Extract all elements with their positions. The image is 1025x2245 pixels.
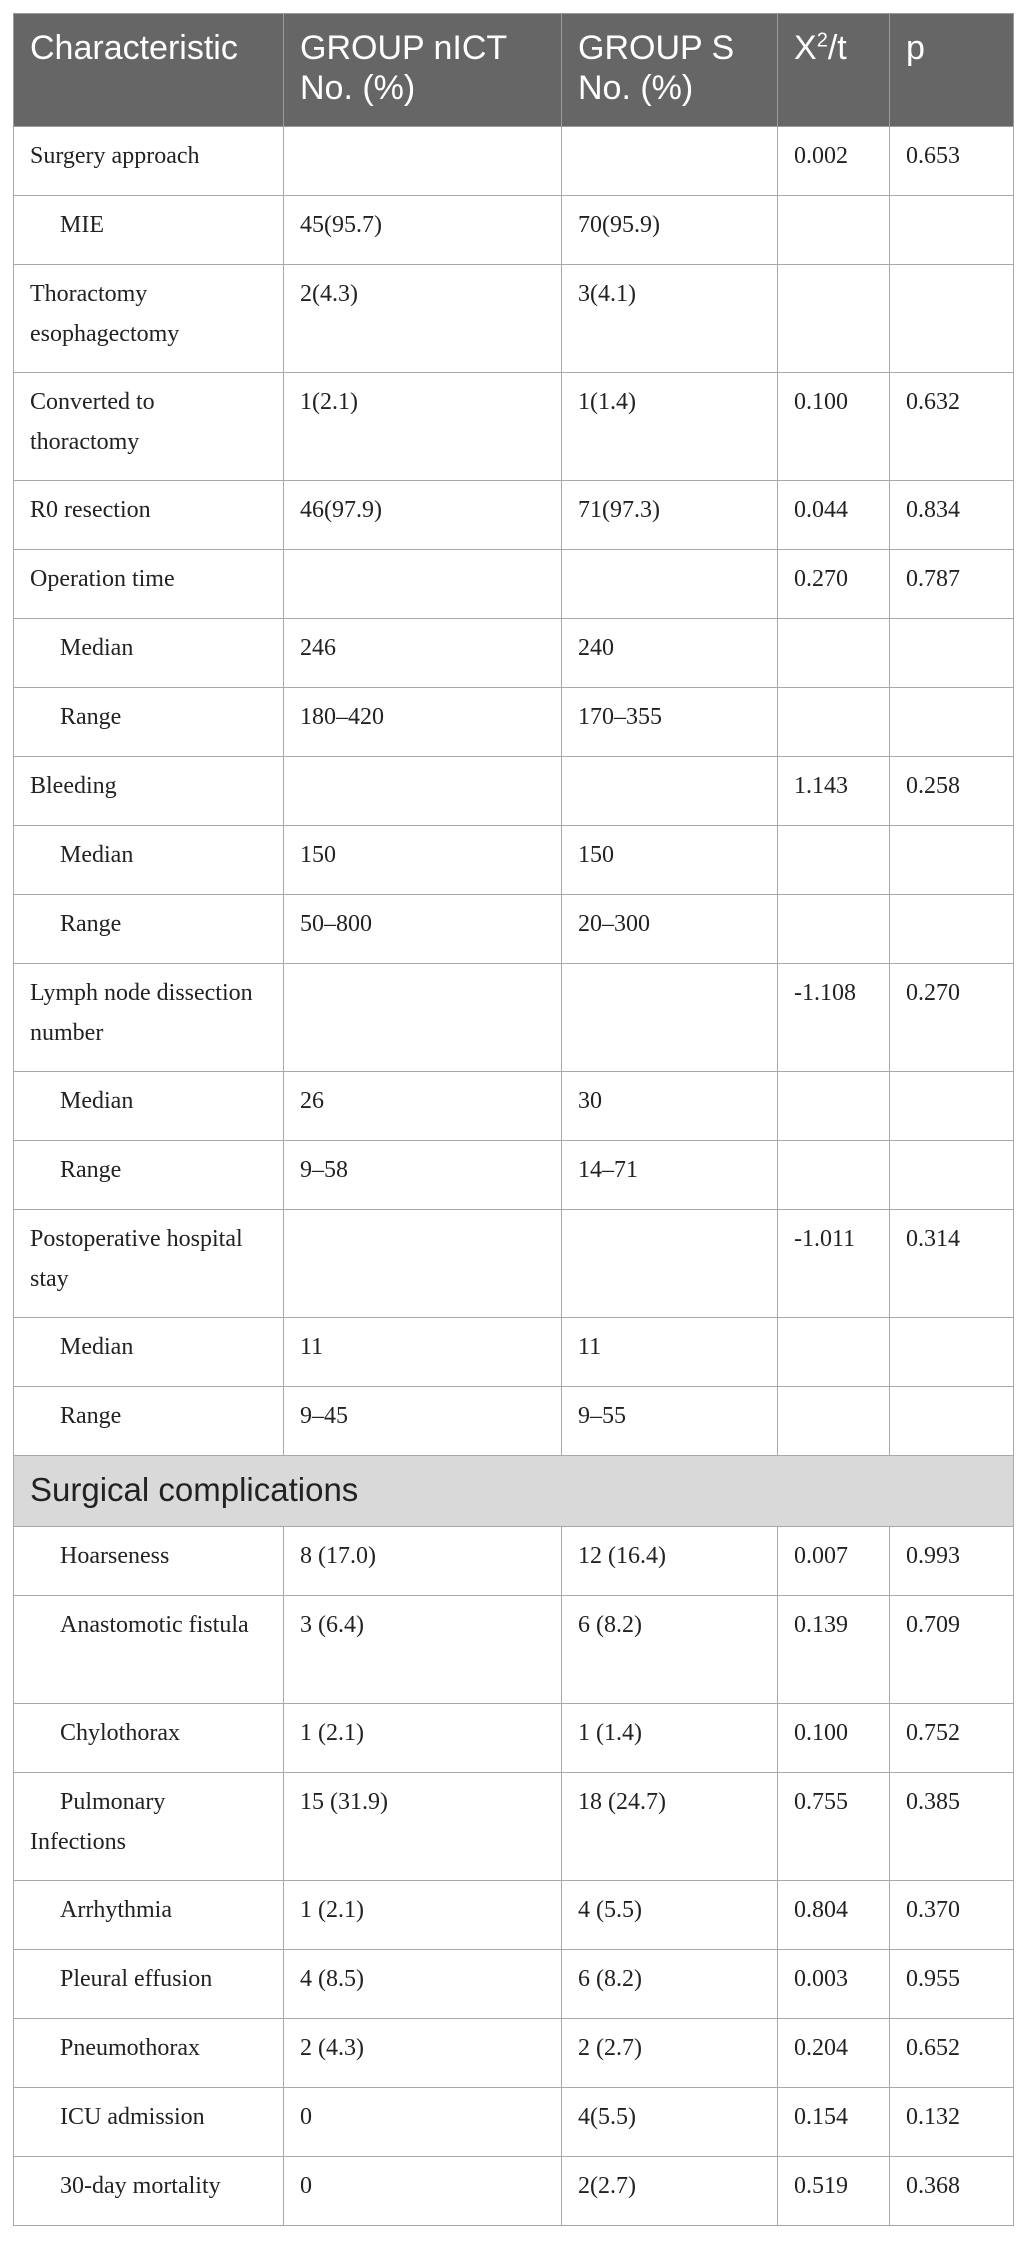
cell-p: 0.632 xyxy=(890,373,1014,481)
cell-stat: 0.044 xyxy=(778,481,890,550)
cell-nict: 9–45 xyxy=(284,1387,562,1456)
cell-stat: 0.154 xyxy=(778,2088,890,2157)
cell-nict: 45(95.7) xyxy=(284,196,562,265)
table-row xyxy=(14,1318,1014,1387)
cell-s: 70(95.9) xyxy=(562,196,778,265)
cell-nict: 4 (8.5) xyxy=(284,1950,562,2019)
row-label: Range xyxy=(14,1141,284,1210)
row-label: Median xyxy=(14,826,284,895)
row-label: Converted to thoractomy xyxy=(14,373,284,481)
row-label: 30-day mortality xyxy=(14,2157,284,2226)
cell-nict xyxy=(284,127,562,196)
table-row xyxy=(14,619,1014,688)
cell-s: 1(1.4) xyxy=(562,373,778,481)
table-header-row xyxy=(14,14,1014,127)
cell-nict: 0 xyxy=(284,2088,562,2157)
cell-stat xyxy=(778,1072,890,1141)
table-row xyxy=(14,1210,1014,1318)
row-label-text: Pulmonary Infections xyxy=(30,1789,166,1855)
cell-p xyxy=(890,1141,1014,1210)
cell-p: 0.385 xyxy=(890,1773,1014,1881)
cell-nict: 1(2.1) xyxy=(284,373,562,481)
table-row xyxy=(14,550,1014,619)
table-row xyxy=(14,127,1014,196)
cell-nict: 1 (2.1) xyxy=(284,1704,562,1773)
cell-s xyxy=(562,964,778,1072)
results-table-container xyxy=(13,13,1013,2226)
cell-stat: 0.100 xyxy=(778,1704,890,1773)
row-label: Postoperative hospital stay xyxy=(14,1210,284,1318)
cell-stat: 0.519 xyxy=(778,2157,890,2226)
cell-nict: 46(97.9) xyxy=(284,481,562,550)
section-title: Surgical complications xyxy=(14,1456,1014,1527)
cell-p: 0.993 xyxy=(890,1527,1014,1596)
table-row xyxy=(14,2157,1014,2226)
cell-stat: 0.139 xyxy=(778,1596,890,1704)
surgical-outcomes-table xyxy=(13,13,1014,2226)
table-row xyxy=(14,1881,1014,1950)
row-label: Range xyxy=(14,688,284,757)
cell-nict: 50–800 xyxy=(284,895,562,964)
cell-s xyxy=(562,1210,778,1318)
cell-p: 0.787 xyxy=(890,550,1014,619)
table-row xyxy=(14,1773,1014,1881)
cell-s: 1 (1.4) xyxy=(562,1704,778,1773)
cell-nict: 1 (2.1) xyxy=(284,1881,562,1950)
cell-s: 9–55 xyxy=(562,1387,778,1456)
row-label: Median xyxy=(14,1072,284,1141)
cell-s: 18 (24.7) xyxy=(562,1773,778,1881)
cell-stat xyxy=(778,265,890,373)
cell-p: 0.752 xyxy=(890,1704,1014,1773)
cell-stat xyxy=(778,1141,890,1210)
cell-stat xyxy=(778,196,890,265)
table-row xyxy=(14,1596,1014,1704)
cell-nict: 9–58 xyxy=(284,1141,562,1210)
row-label: MIE xyxy=(14,196,284,265)
row-label: Surgery approach xyxy=(14,127,284,196)
cell-stat: -1.011 xyxy=(778,1210,890,1318)
cell-stat xyxy=(778,1318,890,1387)
row-label: Range xyxy=(14,895,284,964)
cell-nict: 2 (4.3) xyxy=(284,2019,562,2088)
cell-nict: 8 (17.0) xyxy=(284,1527,562,1596)
cell-p xyxy=(890,895,1014,964)
cell-s xyxy=(562,757,778,826)
cell-stat xyxy=(778,1387,890,1456)
cell-nict: 3 (6.4) xyxy=(284,1596,562,1704)
cell-s: 170–355 xyxy=(562,688,778,757)
row-label: Arrhythmia xyxy=(14,1881,284,1950)
table-row xyxy=(14,1141,1014,1210)
cell-p: 0.709 xyxy=(890,1596,1014,1704)
cell-p: 0.270 xyxy=(890,964,1014,1072)
cell-nict: 246 xyxy=(284,619,562,688)
cell-s: 6 (8.2) xyxy=(562,1950,778,2019)
cell-s: 71(97.3) xyxy=(562,481,778,550)
cell-s xyxy=(562,550,778,619)
row-label xyxy=(14,1596,284,1704)
table-row xyxy=(14,1387,1014,1456)
row-label xyxy=(14,1773,284,1881)
cell-s: 3(4.1) xyxy=(562,265,778,373)
cell-nict xyxy=(284,1210,562,1318)
cell-p: 0.258 xyxy=(890,757,1014,826)
cell-p: 0.314 xyxy=(890,1210,1014,1318)
header-group-nict: GROUP nICT No. (%) xyxy=(284,14,562,127)
table-row xyxy=(14,757,1014,826)
table-row xyxy=(14,688,1014,757)
cell-p xyxy=(890,826,1014,895)
header-group-s: GROUP S No. (%) xyxy=(562,14,778,127)
cell-nict: 11 xyxy=(284,1318,562,1387)
table-row xyxy=(14,373,1014,481)
table-row xyxy=(14,964,1014,1072)
table-row xyxy=(14,1950,1014,2019)
cell-stat xyxy=(778,688,890,757)
cell-p xyxy=(890,688,1014,757)
cell-nict xyxy=(284,757,562,826)
cell-s: 4(5.5) xyxy=(562,2088,778,2157)
cell-stat: 1.143 xyxy=(778,757,890,826)
cell-nict xyxy=(284,964,562,1072)
cell-nict: 2(4.3) xyxy=(284,265,562,373)
cell-p: 0.652 xyxy=(890,2019,1014,2088)
row-label: Chylothorax xyxy=(14,1704,284,1773)
cell-nict: 180–420 xyxy=(284,688,562,757)
section-header-row xyxy=(14,1456,1014,1527)
cell-s: 2(2.7) xyxy=(562,2157,778,2226)
cell-stat: 0.804 xyxy=(778,1881,890,1950)
cell-p xyxy=(890,619,1014,688)
cell-nict: 15 (31.9) xyxy=(284,1773,562,1881)
cell-s: 14–71 xyxy=(562,1141,778,1210)
cell-stat xyxy=(778,826,890,895)
table-row xyxy=(14,826,1014,895)
header-statistic: $X^2/t$ xyxy=(778,14,890,127)
cell-stat: 0.007 xyxy=(778,1527,890,1596)
table-row xyxy=(14,1527,1014,1596)
cell-stat: 0.003 xyxy=(778,1950,890,2019)
cell-p xyxy=(890,265,1014,373)
table-row xyxy=(14,895,1014,964)
cell-p: 0.653 xyxy=(890,127,1014,196)
table-row xyxy=(14,481,1014,550)
cell-s: 150 xyxy=(562,826,778,895)
cell-p: 0.132 xyxy=(890,2088,1014,2157)
cell-p xyxy=(890,1387,1014,1456)
table-row xyxy=(14,2019,1014,2088)
cell-s: 6 (8.2) xyxy=(562,1596,778,1704)
cell-p: 0.955 xyxy=(890,1950,1014,2019)
cell-p xyxy=(890,1072,1014,1141)
row-label: Pleural effusion xyxy=(14,1950,284,2019)
cell-stat: 0.002 xyxy=(778,127,890,196)
cell-p: 0.368 xyxy=(890,2157,1014,2226)
header-p-value: p xyxy=(890,14,1014,127)
table-row xyxy=(14,1704,1014,1773)
cell-stat: -1.108 xyxy=(778,964,890,1072)
cell-s: 2 (2.7) xyxy=(562,2019,778,2088)
row-label: Operation time xyxy=(14,550,284,619)
table-row xyxy=(14,2088,1014,2157)
cell-s xyxy=(562,127,778,196)
cell-s: 11 xyxy=(562,1318,778,1387)
row-label: Median xyxy=(14,1318,284,1387)
cell-stat: 0.755 xyxy=(778,1773,890,1881)
cell-nict: 26 xyxy=(284,1072,562,1141)
row-label: Median xyxy=(14,619,284,688)
cell-stat: 0.204 xyxy=(778,2019,890,2088)
table-row xyxy=(14,265,1014,373)
row-label: Lymph node dissection number xyxy=(14,964,284,1072)
header-characteristic: Characteristic xyxy=(14,14,284,127)
row-label: Range xyxy=(14,1387,284,1456)
cell-nict: 0 xyxy=(284,2157,562,2226)
cell-nict: 150 xyxy=(284,826,562,895)
cell-p: 0.834 xyxy=(890,481,1014,550)
table-row xyxy=(14,1072,1014,1141)
table-row xyxy=(14,196,1014,265)
row-label-text: Anastomotic fistula xyxy=(60,1612,249,1638)
row-label: ICU admission xyxy=(14,2088,284,2157)
row-label: Bleeding xyxy=(14,757,284,826)
row-label: R0 resection xyxy=(14,481,284,550)
cell-s: 30 xyxy=(562,1072,778,1141)
cell-s: 4 (5.5) xyxy=(562,1881,778,1950)
cell-s: 12 (16.4) xyxy=(562,1527,778,1596)
cell-stat: 0.100 xyxy=(778,373,890,481)
cell-p: 0.370 xyxy=(890,1881,1014,1950)
cell-stat xyxy=(778,895,890,964)
cell-s: 240 xyxy=(562,619,778,688)
row-label: Hoarseness xyxy=(14,1527,284,1596)
row-label: Pneumothorax xyxy=(14,2019,284,2088)
cell-p xyxy=(890,196,1014,265)
row-label: Thoractomy esophagectomy xyxy=(14,265,284,373)
cell-s: 20–300 xyxy=(562,895,778,964)
cell-stat xyxy=(778,619,890,688)
cell-stat: 0.270 xyxy=(778,550,890,619)
cell-nict xyxy=(284,550,562,619)
cell-p xyxy=(890,1318,1014,1387)
